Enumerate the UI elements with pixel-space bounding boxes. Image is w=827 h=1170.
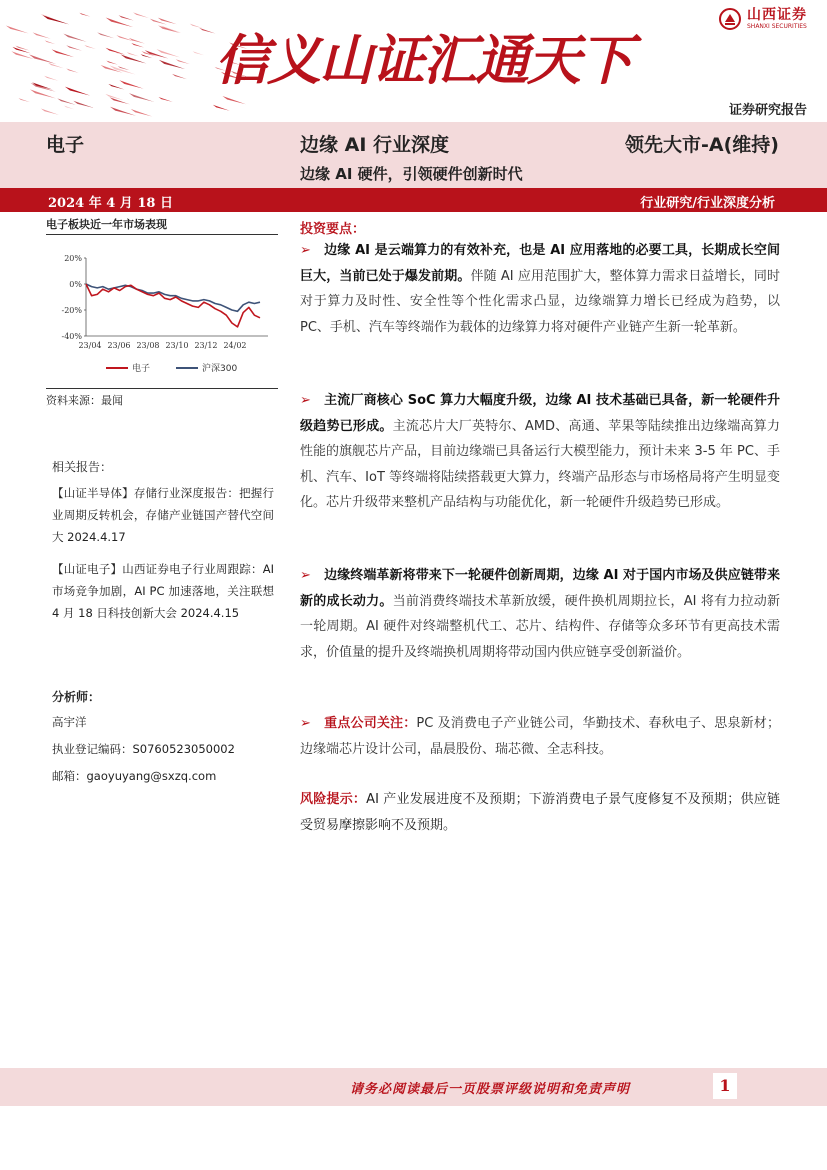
arrow-shape	[121, 54, 147, 63]
arrow-shape	[110, 107, 136, 116]
arrow-shape	[52, 49, 74, 57]
arrow-shape	[108, 84, 124, 90]
x-tick-label: 23/08	[136, 341, 160, 350]
x-tick-label: 23/12	[194, 341, 218, 350]
slogan: 信义山证汇通天下	[215, 29, 631, 92]
risk-warning	[300, 787, 780, 838]
arrow-shape	[45, 40, 56, 44]
arrow-shape	[193, 51, 205, 55]
arrow-shape	[176, 59, 190, 64]
arrow-shape	[133, 12, 149, 18]
logo-icon	[719, 8, 741, 30]
legend-label: 沪深300	[202, 364, 238, 374]
sector-label: 电子	[46, 134, 85, 156]
analyst-registration: 执业登记编码：S0760523050002	[52, 742, 235, 756]
bullet-text: 伴随 AI 应用范围扩大，整体算力需求日益增长，同时对于算力及时性、安全性等个性化需求凸显，边缘端算力增长已经成为趋势，以 PC、手机、汽车等终端作为载体的边缘算力将对硬件产业链产生新一轮革新。	[300, 268, 780, 335]
arrow-shape	[119, 80, 143, 88]
y-tick-label: -40%	[61, 332, 82, 341]
arrow-bullet-icon: ➢	[300, 716, 311, 731]
analyst-heading: 分析师：	[52, 690, 101, 704]
risk-text: AI 产业发展进度不及预期；下游消费电子景气度修复不及预期；供应链受贸易摩擦影响不及预期。	[300, 792, 780, 833]
y-tick-label: -20%	[61, 306, 82, 315]
bullet-lead: 边缘 AI 是云端算力的有效补充，也是 AI 应用落地的必要工具，长期成长空间巨大，当前已处于爆发前期。	[300, 243, 780, 284]
arrow-shape	[105, 48, 125, 55]
bullet-3	[300, 563, 780, 665]
arrow-shape	[131, 43, 144, 47]
arrow-shape	[31, 83, 56, 92]
bullet-2	[300, 388, 780, 516]
arrow-shape	[57, 98, 75, 104]
arrow-shape	[110, 97, 131, 104]
arrow-shape	[19, 98, 30, 102]
arrow-shape	[190, 24, 203, 29]
arrow-bullet-icon: ➢	[300, 393, 311, 408]
arrow-shape	[48, 63, 64, 68]
bullet-lead: 主流厂商核心 SoC 算力大幅度升级，边缘 AI 技术基础已具备，新一轮硬件升级趋势已形成。	[300, 393, 780, 434]
logo-cn-text: 山西证券	[747, 7, 807, 23]
arrow-shape	[213, 105, 230, 111]
arrow-shape	[131, 109, 152, 117]
report-category: 行业研究/行业深度分析	[640, 196, 775, 211]
arrow-shape	[106, 61, 117, 65]
rating-label: 领先大市-A(维持)	[625, 134, 779, 156]
arrow-shape	[6, 25, 29, 33]
y-tick-label: 0%	[69, 280, 82, 289]
x-tick-label: 23/06	[107, 341, 131, 350]
arrow-shape	[44, 76, 58, 81]
arrow-shape	[158, 25, 180, 33]
bullet-lead: 边缘终端革新将带来下一轮硬件创新周期，边缘 AI 对于国内市场及供应链带来新的成长动力。	[300, 568, 780, 609]
arrow-shape	[73, 101, 94, 108]
bullet-1	[300, 238, 780, 340]
arrow-shape	[63, 34, 86, 42]
legend-label: 电子	[132, 364, 151, 374]
arrow-shape	[41, 109, 59, 115]
arrow-bullet-icon: ➢	[300, 568, 311, 583]
company-logo	[719, 8, 807, 30]
arrow-shape	[66, 45, 82, 51]
report-subtitle: 边缘 AI 硬件，引领硬件创新时代	[300, 165, 523, 183]
bullet-text: PC 及消费电子产业链公司，华勤技术、春秋电子、思泉新材；边缘端芯片设计公司，晶晨股份、瑞芯微、全志科技。	[300, 716, 780, 757]
arrow-shape	[64, 106, 74, 110]
chart-source: 资料来源：最闻	[46, 388, 278, 408]
market-performance-chart	[46, 236, 278, 384]
bullet-text: 当前消费终端技术革新放缓，硬件换机周期拉长，AI 将有力拉动新一轮周期。AI 硬件对终端整机代工、芯片、结构件、存储等众多环节有更高技术需求，价值量的提升及终端换机周期将带动国内供应链享受创新溢价。	[300, 593, 780, 660]
arrow-shape	[84, 45, 95, 49]
arrow-shape	[33, 32, 51, 38]
x-tick-label: 23/04	[78, 341, 102, 350]
chart-title: 电子板块近一年市场表现	[46, 216, 278, 235]
arrow-shape	[199, 28, 215, 34]
arrow-shape	[79, 13, 90, 17]
x-tick-label: 24/02	[223, 341, 247, 350]
arrow-shape	[127, 52, 139, 56]
arrow-shape	[129, 38, 145, 44]
arrow-shape	[119, 15, 134, 20]
logo-en-text: SHANXI SECURITIES	[747, 23, 807, 30]
arrow-shape	[65, 87, 90, 96]
bullet-4	[300, 711, 780, 762]
analyst-email[interactable]: 邮箱：gaoyuyang@sxzq.com	[52, 769, 217, 783]
series-line-electronics	[86, 284, 260, 327]
investment-highlights-heading: 投资要点：	[300, 222, 366, 237]
arrow-shape	[42, 15, 69, 24]
related-report-1[interactable]: 【山证半导体】存储行业深度报告：把握行业周期反转机会，存储产业链国产替代空间大 2024.4.17	[52, 486, 274, 544]
x-tick-label: 23/10	[165, 341, 189, 350]
arrow-shape	[158, 97, 172, 102]
analyst-name: 高宇洋	[52, 715, 87, 729]
arrow-shape	[129, 93, 154, 102]
bullet-text: 主流芯片大厂英特尔、AMD、高通、苹果等陆续推出边缘端高算力性能的旗舰芯片产品，目前边缘端已具备运行大模型能力，预计未来 3-5 年 PC、手机、汽车、IoT 等终端将陆续搭载更大算力，终端产品形态与市场格局将产生明显变化。芯片升级带来整机产品结构与功能优化，新一轮硬件升级趋势已形成。	[300, 418, 780, 510]
disclaimer-notice: 请务必阅读最后一页股票评级说明和免责声明	[350, 1082, 631, 1097]
arrow-bullet-icon: ➢	[300, 243, 311, 258]
arrow-shape	[97, 32, 114, 38]
arrow-shape	[145, 50, 169, 58]
report-date: 2024 年 4 月 18 日	[48, 196, 173, 211]
arrow-shape	[172, 74, 187, 79]
page-number: 1	[713, 1073, 737, 1099]
y-tick-label: 20%	[64, 254, 82, 263]
report-type: 证券研究报告	[728, 103, 807, 118]
report-title: 边缘 AI 行业深度	[300, 134, 450, 156]
arrow-shape	[158, 18, 177, 25]
related-report-2[interactable]: 【山证电子】山西证券电子行业周跟踪：AI 市场竞争加剧，AI PC 加速落地，关注联想 4 月 18 日科技创新大会 2024.4.15	[52, 562, 274, 620]
arrow-shape	[222, 96, 245, 104]
bullet-lead: 重点公司关注：	[324, 716, 417, 731]
arrow-shape	[150, 19, 167, 25]
related-reports-heading: 相关报告：	[52, 460, 113, 474]
risk-lead: 风险提示：	[300, 792, 367, 807]
arrow-shape	[29, 54, 56, 64]
arrow-shape	[116, 35, 133, 41]
arrow-shape	[161, 26, 181, 33]
arrow-shape	[66, 69, 78, 73]
